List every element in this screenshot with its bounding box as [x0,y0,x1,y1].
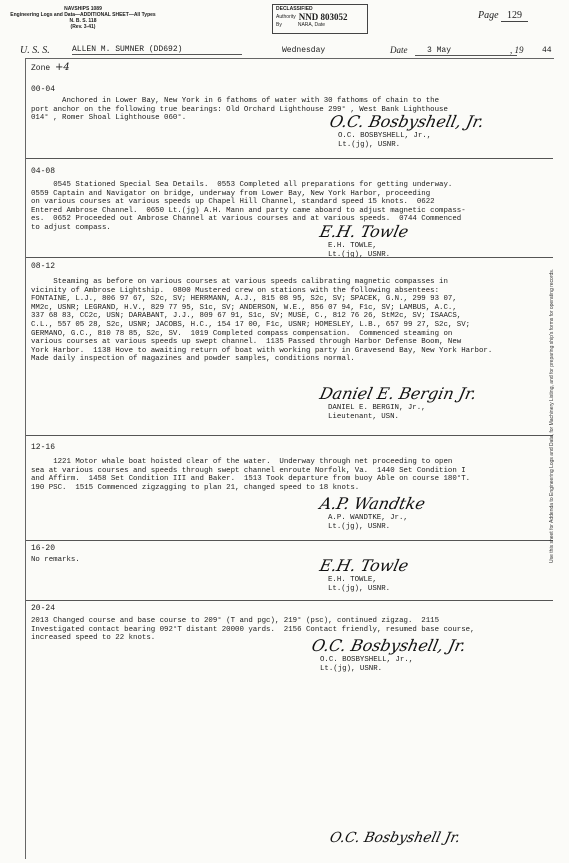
log-line: various courses at various speeds up swept channel. 1135 Passed through Harbor Defense Boom, New [31,338,462,347]
form-line: NAVSHIPS 1089 [64,6,102,12]
signer-rank: Lieutenant, USN. [328,412,399,421]
log-line: to adjust compass. [31,223,111,232]
signer-name: E.H. TOWLE, [328,576,377,584]
signer-name: DANIEL E. BERGIN, Jr., [328,404,426,412]
page-number: 129 [501,10,528,22]
watch-label: 08-12 [31,262,56,271]
zone-value: +4 [55,62,70,73]
log-line: 2013 Changed course and base course to 209° (T and pgc), 219° (psc), continued zigzag. 2115 [31,617,440,625]
log-line: vicinity of Ambrose Lightship. 0800 Mustered crew on stations with the following absentees: [31,286,440,295]
watch-separator [26,540,553,541]
log-line: on various courses at various speeds up Chapel Hill Channel, standard speed 15 knots. 0622 [31,198,435,207]
ship-name: ALLEN M. SUMNER (DD692) [72,45,242,55]
watch-separator [26,158,553,159]
log-entry-text [31,278,551,364]
log-line: port anchor on the following true bearings: Old Orchard Lighthouse 299° , West Bank Lighthouse [31,105,448,114]
handwritten-signature: Daniel E. Bergin Jr. [317,384,479,403]
log-line: MM2c, USNR; LEGRAND, H.V., 829 77 95, S1c, SV; ANDERSON, W.E., 856 07 94, F1c, SV; LAMBUS, A.C., [31,303,457,312]
form-line: N. B. S. 118 [69,18,97,24]
page-label: Page [478,10,499,21]
signer-name: O.C. BOSBYSHELL, Jr., [338,132,432,140]
log-line: York Harbor. 1138 Hove to awaiting return of boat with working party in Gravesend Bay, New York Harbor. [31,346,493,355]
signer-rank: Lt.(jg), USNR. [328,250,391,259]
log-line: 190 PSC. 1515 Commenced zigzagging to plan 21, changed speed to 18 knots. [31,483,360,492]
signer-rank: Lt.(jg), USNR. [328,522,391,531]
day-of-week: Wednesday [282,46,326,55]
uss-label: U. S. S. [20,45,50,56]
watch-label: 16-20 [31,544,56,553]
zone-text: Zone [31,64,51,73]
log-line: Entered Ambrose Channel. 0650 Lt.(jg) A.H. Mann and party came aboard to adjust magnetic compass- [31,206,466,215]
watch-separator [26,257,553,258]
log-line: increased speed to 22 knots. [31,634,156,643]
log-line: FONTAINE, L.J., 806 97 67, S2c, SV; HERRMANN, A.J., 815 08 95, S2c, SV; SPACEK, G.N., 299 93 07, [31,295,457,304]
year-suffix: 44 [542,46,552,55]
signer-rank: Lt.(jg), USNR. [338,140,401,149]
log-line: C.L., 557 05 28, S2c, USNR; JACOBS, H.C., 154 17 00, F1c, USNR; HOMESLEY, L.B., 657 99 27, S2c, SV; [31,320,471,329]
log-entry-text [31,181,551,233]
log-line: Steaming as before on various courses at various speeds calibrating magnetic compasses in [31,278,448,286]
log-line: 337 68 83, CC2c, USN; DARABANT, J.J., 809 67 91, S1c, SV; MUSE, C., 812 76 26, StM2c, SV; ISAACS, [31,312,462,321]
log-line: Made daily inspection of magazines and powder samples, conditions normal. [31,355,355,364]
watch-separator [26,435,553,436]
log-line: es. 0652 Proceeded out Ambrose Channel at various courses and at various speeds. 0744 Commenced [31,215,462,224]
log-line: Investigated contact bearing 092°T distant 20000 yards. 2156 Contact friendly, resumed base course, [31,625,475,634]
signature-block [338,132,431,149]
signer-name: O.C. BOSBYSHELL, Jr., [320,656,414,664]
log-line: No remarks. [31,556,80,564]
stamp-authority: Authority [276,14,296,20]
handwritten-signature: O.C. Bosbyshell, Jr. [309,636,468,655]
form-line: Engineering Logs and Data—ADDITIONAL SHEET—All Types [10,12,156,18]
signer-rank: Lt.(jg), USNR. [328,584,391,593]
log-line: 0545 Stationed Special Sea Details. 0553 Completed all preparations for getting underway. [31,181,453,189]
signer-name: E.H. TOWLE, [328,242,377,250]
watch-label: 04-08 [31,167,56,176]
log-line: 1221 Motor whale boat hoisted clear of the water. Underway through net proceeding to open [31,458,453,466]
zone-label [31,63,70,73]
stamp-nara: NARA, Date [297,22,326,28]
log-line: and Affirm. 1458 Set Condition III and Baker. 1513 Took departure from buoy Able on course 180°T. [31,475,471,484]
log-entry-text [31,556,551,565]
form-line: (Rev. 3-41) [70,24,96,30]
watch-label: 20-24 [31,604,56,613]
year-prefix: , 19 [510,45,524,55]
log-line: 014° , Romer Shoal Lighthouse 060°. [31,114,187,123]
log-line: Anchored in Lower Bay, New York in 6 fathoms of water with 30 fathoms of chain to the [31,97,440,105]
stamp-by: By [276,22,282,28]
handwritten-signature: E.H. Towle [317,556,411,575]
signer-name: A.P. WANDTKE, Jr., [328,514,408,522]
stamp-title: DECLASSIFIED [276,6,313,12]
handwritten-signature: O.C. Bosbyshell, Jr. [327,112,486,131]
signature-block [320,656,413,673]
handwritten-signature: E.H. Towle [317,222,411,241]
declassified-stamp [272,4,368,34]
watch-separator [26,600,553,601]
page-number-area [478,10,528,21]
signature-block [328,514,408,531]
signature-block [328,404,426,421]
watch-label: 00-04 [31,85,56,94]
form-header [8,6,158,30]
stamp-number: NND 803052 [298,12,348,22]
signature-block [328,576,390,593]
log-entry-text [31,617,551,643]
log-line: sea at various courses and speeds through swept channel enroute Norfolk, Va. 1440 Set Condition I [31,466,466,475]
date-label: Date [390,45,408,55]
handwritten-signature: A.P. Wandtke [317,494,428,513]
footer-signature: O.C. Bosbyshell Jr. [328,830,462,846]
ship-line [20,45,555,57]
side-note: Use this sheet for Addenda to Engineering Logs and Data, for Machinery Listing, and for preparing ship's forms for operating records. [549,268,555,563]
log-line: GERMANO, G.C., 810 78 85, S2c, SV. 1019 Completed compass compensation. Commenced steaming on [31,329,453,338]
date-value: 3 May [415,46,517,56]
log-line: 0559 Captain and Navigator on bridge, underway from Lower Bay, New York Harbor, proceeding [31,189,431,198]
log-entry-text [31,458,551,492]
watch-label: 12-16 [31,443,56,452]
signer-rank: Lt.(jg), USNR. [320,664,383,673]
